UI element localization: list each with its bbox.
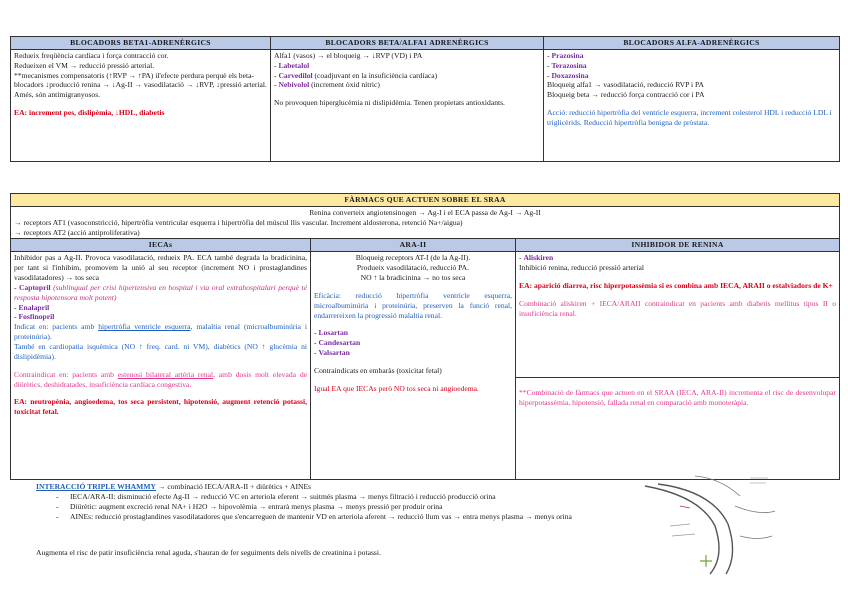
ara-line: NO ↑ la bradicinina → no tos seca — [360, 273, 466, 283]
beta1-line: Redueix freqüència cardíaca i força contracció cor. — [14, 50, 169, 60]
renina-combination: Combinació aliskiren + IECA/ARAII contraindicat en pacients amb diabetis mellitus tipus II o insuficiència renal. — [519, 298, 837, 318]
nephron-diagram — [640, 466, 780, 576]
ara-ii-cell: Bloqueig receptors AT-I (de la Ag-II). Produeix vasodilatació, reducció PA. NO ↑ la bradicinina → no tos seca Eficàcia: reducció hipertròfia ventricle esquerra, microalbuminúria i proteinúria, preserven la funció renal, endarrereixen la progressió malaltia renal. - Losartan - Candesartan - Valsartan Contraindicats en embaràs (toxicitat fetal) Igual EA que IECAs però NO tos seca ni angioedema. — [311, 252, 516, 480]
beta-alfa1-cell: Alfa1 (vasos) → el bloqueig → ↓RVP (VD) i PA - Labetalol - Carvedilol (coadjuvant en la insuficiència cardíaca) - Nebivolol (increment òxid nítric) No provoquen hiperglucèmia ni dislipidèmia. Tenen propietats antioxidants. — [271, 49, 544, 161]
list-item: - IECA/ARA-II: disminució efecte Ag-II → reducció VC en arteriola eferent → suitmés plasma → menys filtració i reducció producció orina — [70, 492, 636, 502]
ieca-indicat-post: , malaltia renal (microalbuminúria i proteinúria). — [14, 322, 307, 342]
ara-eficacia: Eficàcia: reducció hipertròfia ventricle esquerra, microalbuminúria i proteinúria, preserven la funció renal, endarrereixen la progressió malaltia renal. — [314, 290, 512, 320]
alfa-line: Bloqueig beta → reducció força contracció cor i PA — [547, 90, 705, 100]
drug-valsartan: Valsartan — [318, 348, 350, 358]
triple-whammy-subtitle: → combinació IECA/ARA-II + diürètics + AINEs — [155, 482, 312, 491]
sraa-intro-center: Renina converteix angiotensinogen → Ag-I i el ECA passa de Ag-I → Ag-II — [309, 207, 541, 217]
captopril-note: (sublingual per crisi hipertensiva en hospital i via oral extrahospitalari perquè té resposta hipotensora molt potent) — [14, 282, 307, 302]
header-iecas: IECAs — [11, 239, 311, 252]
beta1-line: Amés, són antimigranyosos. — [14, 90, 101, 100]
header-beta-alfa1: BLOCADORS BETA/ALFA1 ADRENÈRGICS — [271, 37, 544, 50]
ara-line: Produeix vasodilatació, reducció PA. — [356, 263, 470, 273]
ieca-indicat-pre: Indicat en: pacients amb — [14, 322, 99, 332]
beta-alpha-blockers-table — [10, 36, 840, 162]
beta1-line: **mecanismes compensatoris (↑RVP → ↑PA) il'efecte perdura perquè els beta-blocadors ↓producció renina → ↓Ag-II → vasodilatació → ↓RVP, ↓pressió arterial. — [14, 70, 267, 90]
renina-cell: - Aliskiren Inhibició renina, reducció pressió arterial EA: aparició diarrea, risc hiperpotassèmia si es combina amb IECA, ARAII o estalviadors de K+ Combinació aliskiren + IECA/ARAII contraindicat en pacients amb diabetis mellitus tipus II o insuficiència renal. **Combinació de fàrmacs que actuen en el SRAA (IECA, ARA-II) incrementa el risc de desenvolupar hiperpotassèmia, hipotensió, fallada renal en comparació amb monoteràpia. — [516, 252, 840, 480]
drug-fosfinopril: Fosfinopril — [18, 312, 55, 322]
ara-line: Bloqueig receptors AT-I (de la Ag-II). — [355, 253, 471, 263]
beta-alfa1-intro: Alfa1 (vasos) → el bloqueig → ↓RVP (VD) i PA — [274, 50, 423, 60]
alfa-line: Bloqueig alfa1 → vasodilatació, reducció RVP i PA — [547, 80, 705, 90]
renina-adverse-effects: EA: aparició diarrea, risc hiperpotassèmia si es combina amb IECA, ARAII o estalviadors de K+ — [519, 281, 833, 291]
drug-aliskiren: Aliskiren — [523, 253, 554, 263]
ieca-tambe: També en cardiopatia isquèmica (NO ↑ freq. card. ni VM), diabètics (NO ↑ glucèmia ni dislipidèmia). — [14, 342, 307, 361]
beta1-line: Redueixen el VM → reducció pressió arterial. — [14, 60, 155, 70]
carvedilol-note: (coadjuvant en la insuficiència cardíaca) — [312, 70, 438, 80]
sraa-title: FÀRMACS QUE ACTUEN SOBRE EL SRAA — [11, 194, 840, 207]
ieca-contra-link: estenosi bilateral artèria renal — [117, 369, 214, 379]
drug-prazosina: Prazosina — [551, 50, 584, 60]
ieca-contra-post: , amb dosis molt elevada de diürètics, deshidratades, insuficiència cardíaca congestiva. — [14, 369, 307, 389]
header-alfa: BLOCADORS ALFA-ADRENÈRGICS — [544, 37, 840, 50]
drug-candesartan: Candesartan — [318, 338, 361, 348]
ieca-contra-pre: Contraindicat en: pacients amb — [14, 369, 118, 379]
drug-doxazosina: Doxazosina — [551, 70, 589, 80]
drug-carvedilol: Carvedilol — [278, 70, 313, 80]
alfa-cell: - Prazosina - Terazosina - Doxazosina Bloqueig alfa1 → vasodilatació, reducció RVP i PA Bloqueig beta → reducció força contracció cor i PA Acció: reducció hipertròfia del ventricle esquerra, increment colesterol HDL i reducció LDL i triglicèrids. Reducció hipertròfia benigna de pròstata. — [544, 49, 840, 161]
triple-whammy-conclusion: Augmenta el risc de patir insuficiència renal aguda, s'hauran de fer seguiments dels nivells de creatinina i potassi. — [36, 548, 381, 557]
drug-enalapril: Enalapril — [18, 302, 50, 312]
iecas-cell: Inhibidor pas a Ag-II. Provoca vasodilatació, redueix PA. ECA també degrada la bradicinina, per tant si l'inhibim, promovem la unió al seu receptor (increment NO i prostaglandines vasodilatadores) → tos seca - Captopril (sublingual per crisi hipertensiva en hospital i via oral extrahospitalari perquè té resposta hipotensora molt potent) - Enalapril - Fosfinopril Indicat en: pacients amb hipertròfia ventricle esquerra, malaltia renal (microalbuminúria i proteinúria). També en cardiopatia isquèmica (NO ↑ freq. card. ni VM), diabètics (NO ↑ glucèmia ni dislipidèmia). Contraindicat en: pacients amb estenosi bilateral artèria renal, amb dosis molt elevada de diürètics, deshidratades, insuficiència cardíaca congestiva. EA: neutropènia, angioedema, tos seca persistent, hipotensió, augment retenció potassi, toxicitat fetal. — [11, 252, 311, 480]
drug-terazosina: Terazosina — [551, 60, 587, 70]
ara-contra: Contraindicats en embaràs (toxicitat fetal) — [314, 366, 442, 376]
beta1-adverse-effects: EA: increment pes, dislipèmia, ↓HDL, diabetis — [14, 108, 165, 118]
list-item: - Diürètic: augment excreció renal NA+ i H2O → hipovolèmia → entrarà menys plasma → menys pressió per produir orina — [70, 502, 636, 512]
ara-igual: Igual EA que IECAs però NO tos seca ni angioedema. — [314, 383, 479, 393]
header-renin-inhibitor: INHIBIDOR DE RENINA — [516, 239, 840, 252]
drug-nebivolol: Nebivolol — [278, 80, 310, 90]
ieca-indicat-link: hipertròfia ventricle esquerra — [98, 322, 191, 332]
header-beta1: BLOCADORS BETA1-ADRENÈRGICS — [11, 37, 271, 50]
sraa-intro-line: → receptors AT1 (vasoconstricció, hipertròfia ventricular esquerra i hipertròfia del múscul llis vascular. Increment aldosterona, retenció Na+/aigua) — [14, 217, 463, 227]
drug-captopril: Captopril — [19, 282, 51, 292]
list-item: - AINEs: reducció prostaglandines vasodilatadores que s'encarreguen de mantenir VD en arteriola aferent → reducció llum vas → entra menys plasma → menys orina — [70, 512, 636, 522]
sraa-intro-line: → receptors AT2 (acció antiproliferativa) — [14, 227, 140, 237]
sraa-table — [10, 193, 840, 480]
triple-whammy-title[interactable]: INTERACCIÓ TRIPLE WHAMMY — [36, 482, 156, 491]
alfa-action: Acció: reducció hipertròfia del ventricle esquerra, increment colesterol HDL i reducció LDL i triglicèrids. Reducció hipertròfia benigna de pròstata. — [547, 108, 832, 128]
renina-line: Inhibició renina, reducció pressió arterial — [519, 263, 645, 273]
triple-whammy-section — [36, 482, 636, 521]
beta1-cell — [11, 49, 271, 161]
sraa-combination-note: **Combinació de fàrmacs que actuen en el SRAA (IECA, ARA-II) incrementa el risc de desenvolupar hiperpotassèmia, hipotensió, fallada renal en comparació amb monoteràpia. — [519, 388, 837, 408]
drug-labetalol: Labetalol — [278, 60, 310, 70]
ieca-intro: Inhibidor pas a Ag-II. Provoca vasodilatació, redueix PA. ECA també degrada la bradicinina, per tant si l'inhibim, promovem la unió al seu receptor (increment NO i prostaglandines vasodilatadores) → tos seca — [14, 253, 307, 283]
drug-losartan: Losartan — [318, 328, 348, 338]
beta-alfa1-footer: No provoquen hiperglucèmia ni dislipidèmia. Tenen propietats antioxidants. — [274, 98, 505, 108]
header-ara-ii: ARA-II — [311, 239, 516, 252]
sraa-intro — [11, 206, 840, 239]
ieca-adverse-effects: EA: neutropènia, angioedema, tos seca persistent, hipotensió, augment retenció potassi, toxicitat fetal. — [14, 397, 307, 417]
nebivolol-note: (increment òxid nítric) — [309, 80, 380, 90]
